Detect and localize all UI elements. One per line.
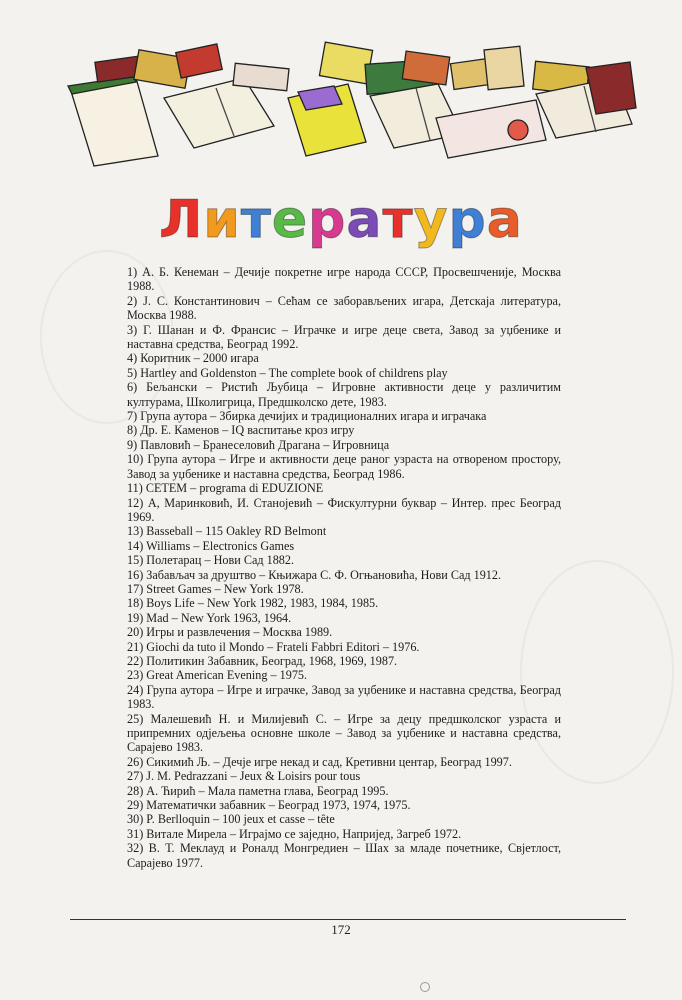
reference-item: 21) Giochi da tuto il Mondo – Frateli Fabbri Editori – 1976. bbox=[127, 639, 420, 654]
title-letter: т bbox=[382, 190, 414, 250]
reference-item: 5) Hartley and Goldenston – The complete book of childrens play bbox=[127, 365, 448, 380]
reference-item: 11) CETEM – programa di EDUZIONE bbox=[127, 481, 324, 496]
reference-item: 4) Коритник – 2000 игара bbox=[127, 351, 259, 366]
reference-item: 24) Група аутора – Игре и играчке, Завод за уџбенике и наставна средства, Београд 1983. bbox=[127, 682, 561, 712]
reference-item: 8) Др. Е. Каменов – IQ васпитање кроз игру bbox=[127, 423, 355, 438]
reference-item: 30) P. Berlloquin – 100 jeux et casse – tête bbox=[127, 812, 335, 827]
reference-item: 9) Павловић – Бранеселовић Драгана – Игровница bbox=[127, 437, 390, 452]
reference-item: 15) Полетарац – Нови Сад 1882. bbox=[127, 553, 295, 568]
title-letter: и bbox=[203, 190, 241, 250]
reference-item: 32) В. Т. Меклауд и Роналд Монгредиен – Шах за младе почетнике, Свјетлост, Сарајево 1977. bbox=[127, 841, 561, 870]
reference-item: 22) Политикин Забавник, Београд, 1968, 1969, 1987. bbox=[127, 653, 398, 668]
reference-item: 3) Г. Шанан и Ф. Франсис – Играчке и игре деце света, Завод за уџбенике и наставна средства, Београд 1992. bbox=[127, 322, 561, 352]
title-letter: р bbox=[308, 190, 347, 250]
reference-item: 16) Забављач за друштво – Књижара С. Ф. Огњановића, Нови Сад 1912. bbox=[127, 567, 502, 582]
title-letter: у bbox=[413, 190, 449, 250]
reference-item: 6) Бељански – Ристић Љубица – Игровне активности деце у различитим културама, Школигрица, Предшколско дете, 1983. bbox=[127, 380, 561, 409]
page-title bbox=[0, 190, 682, 250]
title-letter: т bbox=[240, 190, 272, 250]
title-letter: р bbox=[448, 190, 487, 250]
reference-item: 10) Група аутора – Игре и активности деце раног узраста на отвореном простору, Завод за уџбенике и наставна средства, Београд 1986. bbox=[127, 452, 561, 481]
title-letter: Л bbox=[159, 190, 204, 250]
title-letter: е bbox=[271, 190, 309, 250]
reference-item: 20) Игры и развлечения – Москва 1989. bbox=[127, 625, 333, 640]
title-letter: а bbox=[486, 190, 523, 250]
reference-item: 18) Boys Life – New York 1982, 1983, 1984, 1985. bbox=[127, 596, 379, 611]
reference-item: 2) Ј. С. Константинович – Сећам се заборављених игара, Детскаја литература, Москва 1988. bbox=[127, 293, 561, 323]
references-list bbox=[127, 265, 561, 870]
reference-item: 7) Група аутора – Збирка дечијих и традиционалних игара и играчака bbox=[127, 409, 487, 424]
reference-item: 17) Street Games – New York 1978. bbox=[127, 581, 304, 596]
reference-item: 28) А. Ћирић – Мала паметна глава, Београд 1995. bbox=[127, 783, 389, 798]
reference-item: 14) Williams – Electronics Games bbox=[127, 538, 295, 553]
footer-divider bbox=[70, 919, 626, 920]
page-mark-dot bbox=[420, 982, 430, 992]
reference-item: 23) Great American Evening – 1975. bbox=[127, 668, 308, 683]
reference-item: 29) Математички забавник – Београд 1973, 1974, 1975. bbox=[127, 798, 411, 813]
reference-item: 13) Basseball – 115 Oakley RD Belmont bbox=[127, 524, 327, 539]
page-number: 172 bbox=[331, 922, 351, 937]
reference-item: 1) А. Б. Кенеман – Дечије покретне игре народа СССР, Просвешченије, Москва 1988. bbox=[127, 265, 561, 294]
reference-item: 26) Сикимић Љ. – Дечје игре некад и сад, Кретивни центар, Београд 1997. bbox=[127, 754, 512, 769]
reference-item: 25) Малешевић Н. и Милијевић С. – Игре за децу предшколског узраста и припремних одјељења основне школе – Завод за уџбенике и наставна средства, Сарајево 1983. bbox=[127, 711, 561, 755]
reference-item: 27) J. M. Pedrazzani – Jeux & Loisirs pour tous bbox=[127, 769, 361, 784]
title-letter: а bbox=[346, 190, 383, 250]
reference-item: 31) Витале Мирела – Играјмо се заједно, Напријед, Загреб 1972. bbox=[127, 826, 462, 841]
reference-item: 19) Mad – New York 1963, 1964. bbox=[127, 610, 292, 625]
book-pile-illustration bbox=[66, 38, 638, 168]
reference-item: 12) А, Маринковић, И. Станојевић – Фискултурни буквар – Интер. прес Београд 1969. bbox=[127, 495, 561, 524]
